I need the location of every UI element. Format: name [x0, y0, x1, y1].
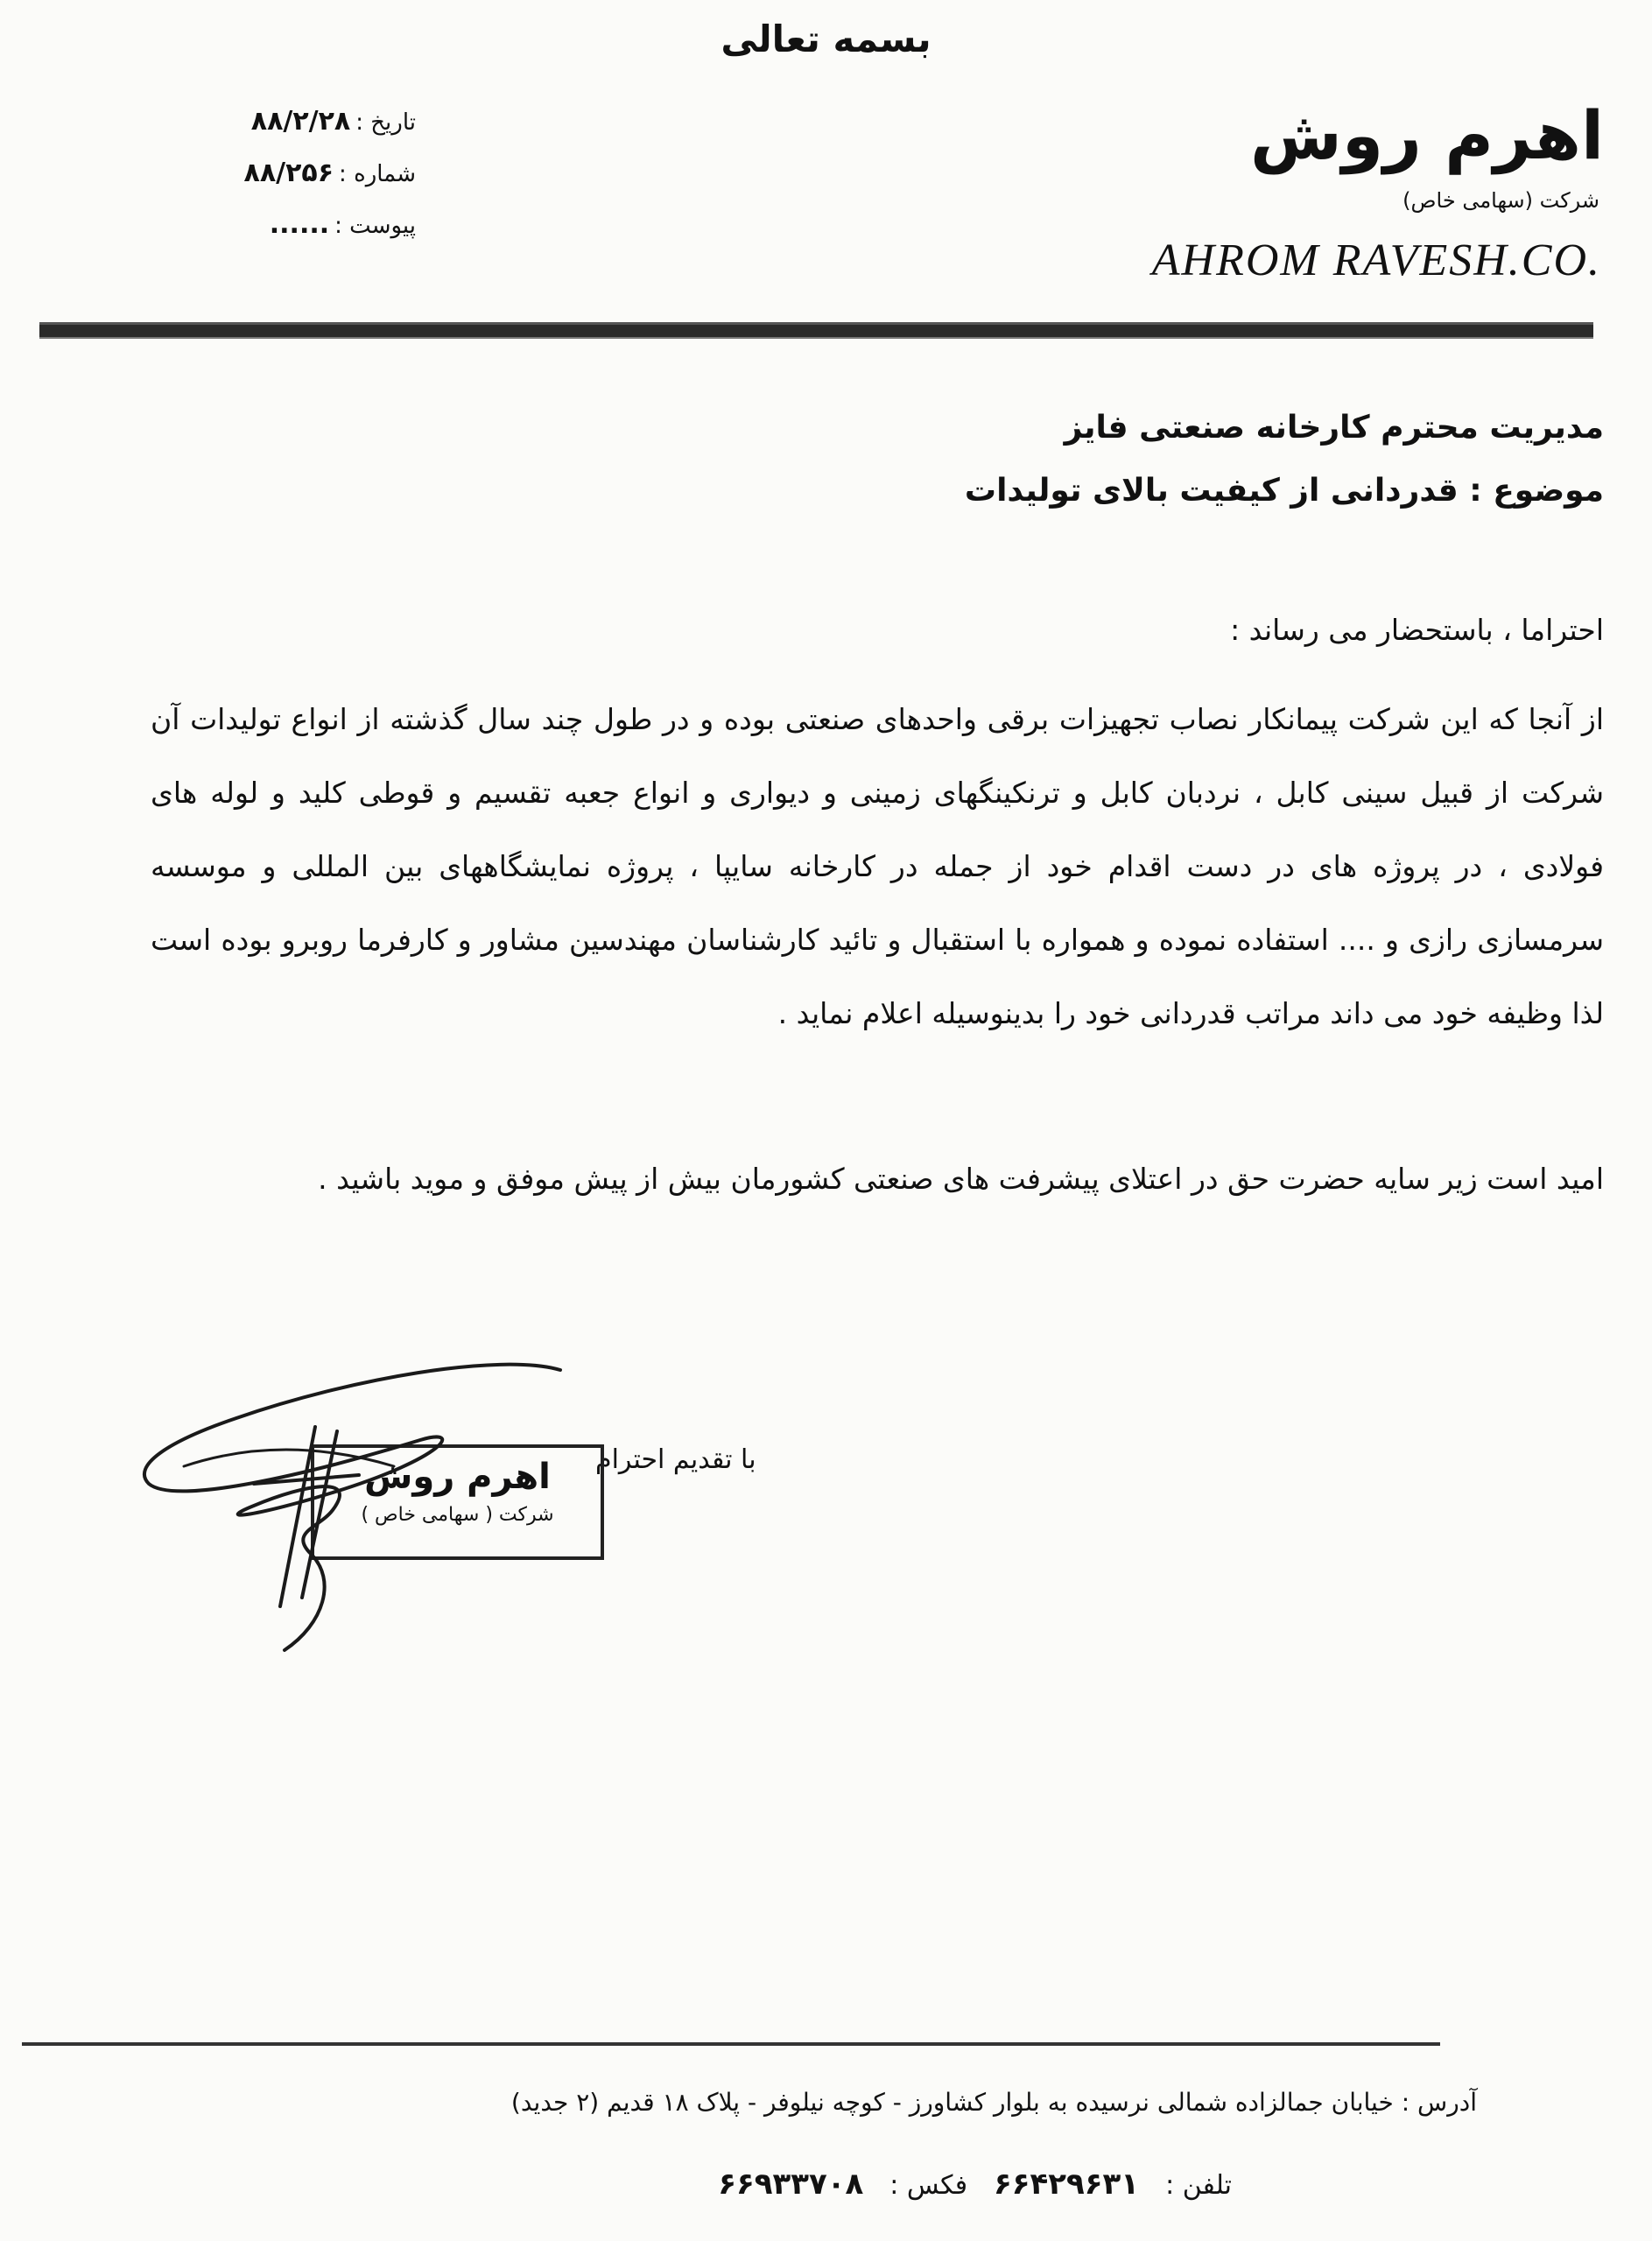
- phone-value: ۶۶۴۲۹۶۳۱: [994, 2167, 1140, 2202]
- stamp-company-type: شرکت ( سهامی خاص ): [361, 1504, 554, 1526]
- footer-contacts: [692, 2167, 1232, 2202]
- attachment-label: پیوست :: [334, 213, 416, 239]
- letter-meta: [171, 96, 416, 251]
- header-divider: [39, 322, 1593, 339]
- company-name-fa: اهرم روش: [1249, 96, 1604, 174]
- company-type: شرکت (سهامی خاص): [1402, 188, 1599, 213]
- greeting: احتراما ، باستحضار می رساند :: [1230, 613, 1604, 647]
- number-label: شماره :: [339, 161, 416, 187]
- invocation: بسمه تعالی: [721, 18, 931, 60]
- date-label: تاریخ :: [355, 109, 416, 136]
- fax-value: ۶۶۹۳۳۷۰۸: [718, 2167, 864, 2202]
- number-value: ۸۸/۲۵۶: [243, 158, 334, 188]
- company-name-en: AHROM RAVESH.CO.: [1151, 235, 1601, 285]
- subject: موضوع : قدردانی از کیفیت بالای تولیدات: [964, 473, 1604, 509]
- attachment-value: ......: [269, 209, 330, 240]
- letter-closing: امید است زیر سایه حضرت حق در اعتلای پیشرفت های صنعتی کشورمان بیش از پیش موفق و موید باشید .: [318, 1162, 1604, 1196]
- footer-divider: [22, 2042, 1440, 2046]
- letter-body: از آنجا که این شرکت پیمانکار نصاب تجهیزات برقی واحدهای صنعتی بوده و در طول چند سال گذشته از انواع تولیدات آن شرکت از قبیل سینی کابل ، نردبان کابل و ترنکینگهای زمینی و دیواری و انواع جعبه تقسیم و قوطی کلید و لوله های فولادی ، در پروژه های در دست اقدام خود از جمله در کارخانه سایپا ، پروژه نمایشگاههای بین المللی و موسسه سرمسازی رازی و .... استفاده نموده و همواره با استقبال و تائید کارشناسان مهندسین مشاور و کارفرما روبرو بوده است لذا وظیفه خود می داند مراتب قدردانی خود را بدینوسیله اعلام نماید .: [151, 702, 1604, 1030]
- recipient: مدیریت محترم کارخانه صنعتی فایز: [1064, 410, 1604, 446]
- handwritten-signature: [131, 1344, 587, 1659]
- fax-label: فکس :: [889, 2170, 968, 2201]
- number-row: [171, 148, 416, 200]
- stamp-company-name: اهرم روش: [364, 1457, 551, 1497]
- phone-label: تلفن :: [1165, 2170, 1232, 2201]
- footer-address: آدرس : خیابان جمالزاده شمالی نرسیده به بلوار کشاورز - کوچه نیلوفر - پلاک ۱۸ قدیم (۲ جدید): [510, 2088, 1477, 2117]
- date-row: [171, 96, 416, 148]
- date-value: ۸۸/۲/۲۸: [250, 106, 351, 137]
- attachment-row: [171, 200, 416, 251]
- sign-off: با تقدیم احترام: [595, 1444, 756, 1475]
